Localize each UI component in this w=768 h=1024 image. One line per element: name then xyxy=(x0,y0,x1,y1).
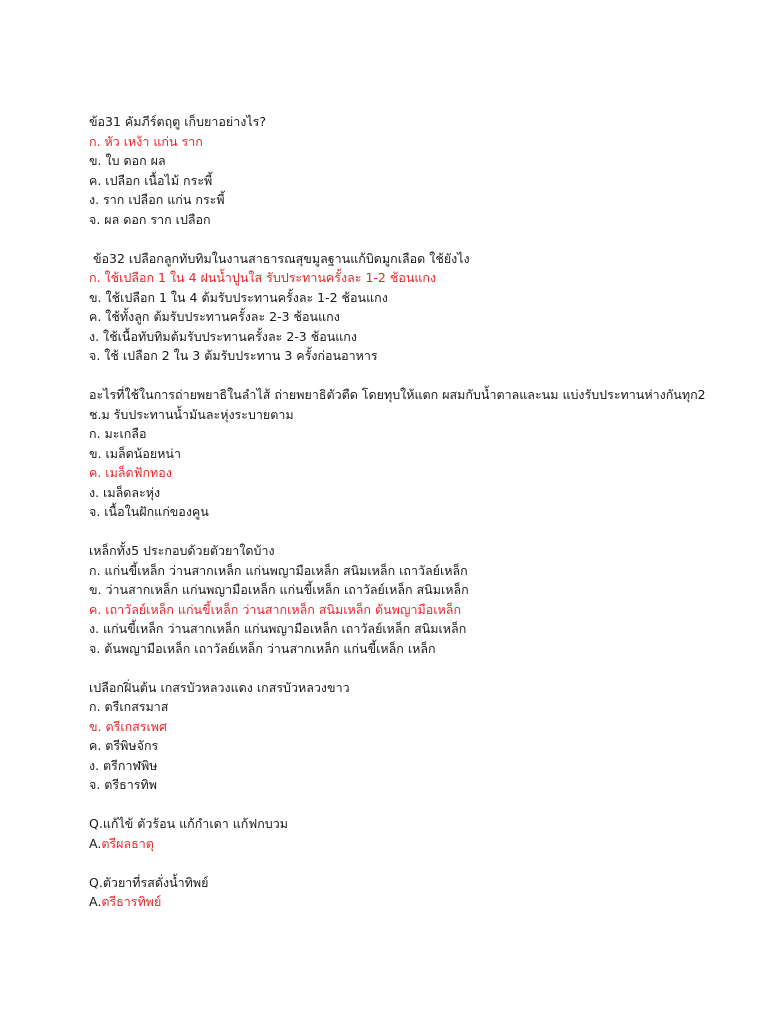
question-tri-pollen: เปลือกฝิ่นต้น เกสรบัวหลวงแดง เกสรบัวหลวงขาว xyxy=(89,679,350,695)
tri-option-b-answer: ข. ตรีเกสรเพศ xyxy=(89,718,167,734)
q-text: แก้ไข้ ตัวร้อน แก้กำเดา แก้ฟกบวม xyxy=(102,816,288,831)
deworm-option-e: จ. เนื้อในฝักแก่ของคูน xyxy=(89,504,209,519)
tri-option-c: ค. ตรีพิษจักร xyxy=(89,738,159,753)
deworm-option-b: ข. เมล็ดน้อยหน่า xyxy=(89,445,181,461)
q-text: ตัวยาที่รสดั่งน้ำทิพย์ xyxy=(102,874,209,890)
q31-option-a-answer: ก. หัว เหง้า แก่น ราก xyxy=(89,133,203,149)
deworm-option-d: ง. เมล็ดละหุ่ง xyxy=(89,484,161,500)
question-deworm-line1: อะไรที่ใช้ในการถ่ายพยาธิในลำไส้ ถ่ายพยาธิตัวตืด โดยทุบให้แตก ผสมกับน้ำตาลและนม แบ่งรับประทานห่างกันทุก2 xyxy=(89,387,706,402)
a-text: ตรีธารทิพย์ xyxy=(101,894,162,909)
tri-option-a: ก. ตรีเกสรมาส xyxy=(89,699,169,714)
question-five-irons: เหล็กทั้ง5 ประกอบด้วยตัวยาใดบ้าง xyxy=(89,543,275,558)
irons-option-c-answer: ค. เถาวัลย์เหล็ก แก่นขี้เหล็ก ว่านสากเหล็ก สนิมเหล็ก ต้นพญามือเหล็ก xyxy=(89,601,462,617)
spacer xyxy=(89,229,729,249)
spacer xyxy=(89,853,729,873)
tri-option-e: จ. ตรีธารทิพ xyxy=(89,777,157,792)
qa-question-nectar xyxy=(89,873,729,893)
question-deworm-line2: ช.ม รับประทานน้ำมันละหุ่งระบายตาม xyxy=(89,406,294,422)
spacer xyxy=(89,522,729,542)
spacer xyxy=(89,658,729,678)
q31-option-c: ค. เปลือก เนื้อไม้ กระพี้ xyxy=(89,172,213,188)
q-prefix: Q. xyxy=(89,874,103,890)
a-prefix: A. xyxy=(89,894,102,909)
qa-answer-nectar xyxy=(89,892,729,912)
qa-question-fever xyxy=(89,814,729,834)
q31-option-b: ข. ใบ ดอก ผล xyxy=(89,153,166,168)
document-content xyxy=(89,112,729,912)
deworm-option-c-answer: ค. เมล็ดฟักทอง xyxy=(89,465,172,480)
q32-option-a-answer: ก. ใช้เปลือก 1 ใน 4 ฝนน้ำปูนใส รับประทานครั้งละ 1-2 ช้อนแกง xyxy=(89,270,437,285)
q32-option-e: จ. ใช้ เปลือก 2 ใน 3 ต้มรับประทาน 3 ครั้งก่อนอาหาร xyxy=(89,348,378,363)
q32-option-c: ค. ใช้ทั้งลูก ต้มรับประทานครั้งละ 2-3 ช้อนแกง xyxy=(89,309,340,324)
q31-option-d: ง. ราก เปลือก แก่น กระพี้ xyxy=(89,192,225,207)
deworm-option-a: ก. มะเกลือ xyxy=(89,426,147,441)
q-prefix: Q. xyxy=(89,816,103,831)
a-prefix: A. xyxy=(89,835,102,851)
q31-option-e: จ. ผล ดอก ราก เปลือก xyxy=(89,211,211,227)
irons-option-b: ข. ว่านสากเหล็ก แก่นพญามือเหล็ก แก่นขี้เหล็ก เถาวัลย์เหล็ก สนิมเหล็ก xyxy=(89,582,469,597)
irons-option-d: ง. แก่นขี้เหล็ก ว่านสากเหล็ก แก่นพญามือเหล็ก เถาวัลย์เหล็ก สนิมเหล็ก xyxy=(89,621,467,636)
spacer xyxy=(89,366,729,386)
qa-answer-fever xyxy=(89,834,729,854)
question-31: ข้อ31 คัมภีร์ตฤตู เก็บยาอย่างไร? xyxy=(89,114,266,129)
tri-option-d: ง. ตรีกาฬพิษ xyxy=(89,757,158,773)
a-text: ตรีผลธาตุ xyxy=(101,835,154,851)
q32-option-d: ง. ใช้เนื้อทับทิมต้มรับประทานครั้งละ 2-3 ช้อนแกง xyxy=(89,328,357,344)
spacer xyxy=(89,795,729,815)
question-32: ข้อ32 เปลือกลูกทับทิมในงานสาธารณสุขมูลฐานแก้บิดมูกเลือด ใช้ยังไง xyxy=(93,250,470,266)
irons-option-a: ก. แก่นขี้เหล็ก ว่านสากเหล็ก แก่นพญามือเหล็ก สนิมเหล็ก เถาวัลย์เหล็ก xyxy=(89,562,468,578)
q32-option-b: ข. ใช้เปลือก 1 ใน 4 ต้มรับประทานครั้งละ 1-2 ช้อนแกง xyxy=(89,289,388,305)
irons-option-e: จ. ต้นพญามือเหล็ก เถาวัลย์เหล็ก ว่านสากเหล็ก แก่นขี้เหล็ก เหล็ก xyxy=(89,640,436,656)
